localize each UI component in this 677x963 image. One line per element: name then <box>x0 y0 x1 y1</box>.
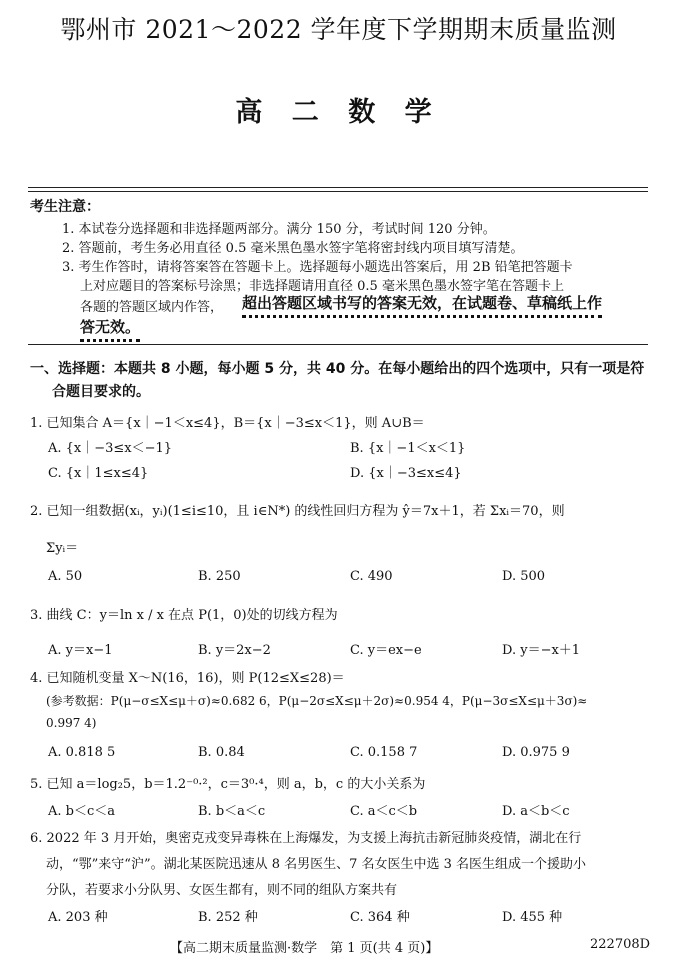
q4-option-a: A. 0.818 5 <box>48 745 116 760</box>
q3-option-b: B. y＝2x−2 <box>198 643 271 658</box>
notice-item: 2. 答题前，考生务必用直径 0.5 毫米黑色墨水签字笔将密封线内项目填写清楚。 <box>62 241 524 256</box>
section-heading-2: 合题目要求的。 <box>52 384 150 400</box>
notice-heading: 考生注意： <box>30 199 100 215</box>
q4-option-c: C. 0.158 7 <box>350 745 418 760</box>
q6-option-b: B. 252 种 <box>198 910 258 925</box>
exam-title: 鄂州市 2021～2022 学年度下学期期末质量监测 <box>60 15 617 44</box>
q6-option-c: C. 364 种 <box>350 910 410 925</box>
q1-option-c: C. {x｜1≤x≤4} <box>48 466 149 481</box>
notice-emphasis: 超出答题区域书写的答案无效，在试题卷、草稿纸上作 <box>242 292 602 313</box>
question-3-stem: 3. 曲线 C：y＝ln x / x 在点 P(1，0)处的切线方程为 <box>30 608 338 623</box>
question-4-reference-2: 0.997 4) <box>46 716 97 730</box>
top-rule-2 <box>28 191 648 192</box>
q4-option-d: D. 0.975 9 <box>502 745 570 760</box>
notice-item: 上对应题目的答案标号涂黑；非选择题请用直径 0.5 毫米黑色墨水签字笔在答题卡上 <box>80 279 564 294</box>
q3-option-d: D. y＝−x＋1 <box>502 643 581 658</box>
q2-option-d: D. 500 <box>502 569 546 584</box>
notice-item: 3. 考生作答时，请将答案答在答题卡上。选择题每小题选出答案后，用 2B 铅笔把答题卡 <box>62 260 573 275</box>
q5-option-c: C. a＜c＜b <box>350 804 418 819</box>
subject-title: 高 二 数 学 <box>235 97 442 128</box>
notice-item: 各题的答题区域内作答， <box>80 300 224 315</box>
question-2-stem-2: Σyᵢ＝ <box>46 541 79 556</box>
q6-option-a: A. 203 种 <box>48 910 108 925</box>
section-heading: 一、选择题：本题共 8 小题，每小题 5 分，共 40 分。在每小题给出的四个选项中，只有一项是符 <box>30 361 645 377</box>
q1-option-d: D. {x｜−3≤x≤4} <box>350 466 462 481</box>
question-1-stem: 1. 已知集合 A＝{x｜−1＜x≤4}，B＝{x｜−3≤x＜1}，则 A∪B＝ <box>30 416 425 431</box>
notice-emphasis-2: 答无效。 <box>80 316 140 337</box>
mid-rule <box>28 344 648 345</box>
q1-option-b: B. {x｜−1＜x＜1} <box>350 441 466 456</box>
q1-option-a: A. {x｜−3≤x＜−1} <box>48 441 173 456</box>
question-2-stem: 2. 已知一组数据(xᵢ，yᵢ)(1≤i≤10，且 i∈N*) 的线性回归方程为 ŷ＝7x＋1，若 Σxᵢ＝70，则 <box>30 504 565 519</box>
notice-item: 1. 本试卷分选择题和非选择题两部分。满分 150 分，考试时间 120 分钟。 <box>62 222 496 237</box>
q2-option-c: C. 490 <box>350 569 393 584</box>
question-6-stem-3: 分队，若要求小分队男、女医生都有，则不同的组队方案共有 <box>46 883 398 898</box>
q3-option-a: A. y＝x−1 <box>48 643 113 658</box>
q5-option-a: A. b＜c＜a <box>48 804 116 819</box>
q5-option-d: D. a＜b＜c <box>502 804 570 819</box>
question-6-stem: 6. 2022 年 3 月开始，奥密克戎变异毒株在上海爆发，为支援上海抗击新冠肺炎疫情，湖北在行 <box>30 831 582 846</box>
q4-option-b: B. 0.84 <box>198 745 245 760</box>
q3-option-c: C. y＝ex−e <box>350 643 422 658</box>
question-4-reference: (参考数据：P(μ−σ≤X≤μ＋σ)≈0.682 6，P(μ−2σ≤X≤μ＋2σ)≈0.954 4，P(μ−3σ≤X≤μ＋3σ)≈ <box>46 694 588 708</box>
q6-option-d: D. 455 种 <box>502 910 563 925</box>
paper-code: 222708D <box>590 937 651 952</box>
q2-option-a: A. 50 <box>48 569 83 584</box>
top-rule <box>28 187 648 188</box>
q5-option-b: B. b＜a＜c <box>198 804 266 819</box>
q2-option-b: B. 250 <box>198 569 241 584</box>
question-4-stem: 4. 已知随机变量 X～N(16，16)，则 P(12≤X≤28)＝ <box>30 671 345 686</box>
page-footer: 【高二期末质量监测·数学 第 1 页(共 4 页)】 <box>170 941 439 956</box>
question-6-stem-2: 动，“鄂”来守“沪”。湖北某医院迅速从 8 名男医生、7 名女医生中选 3 名医生组成一个援助小 <box>46 857 587 872</box>
question-5-stem: 5. 已知 a＝log₂5，b＝1.2⁻⁰·²，c＝3⁰·⁴，则 a，b，c 的大小关系为 <box>30 777 426 792</box>
